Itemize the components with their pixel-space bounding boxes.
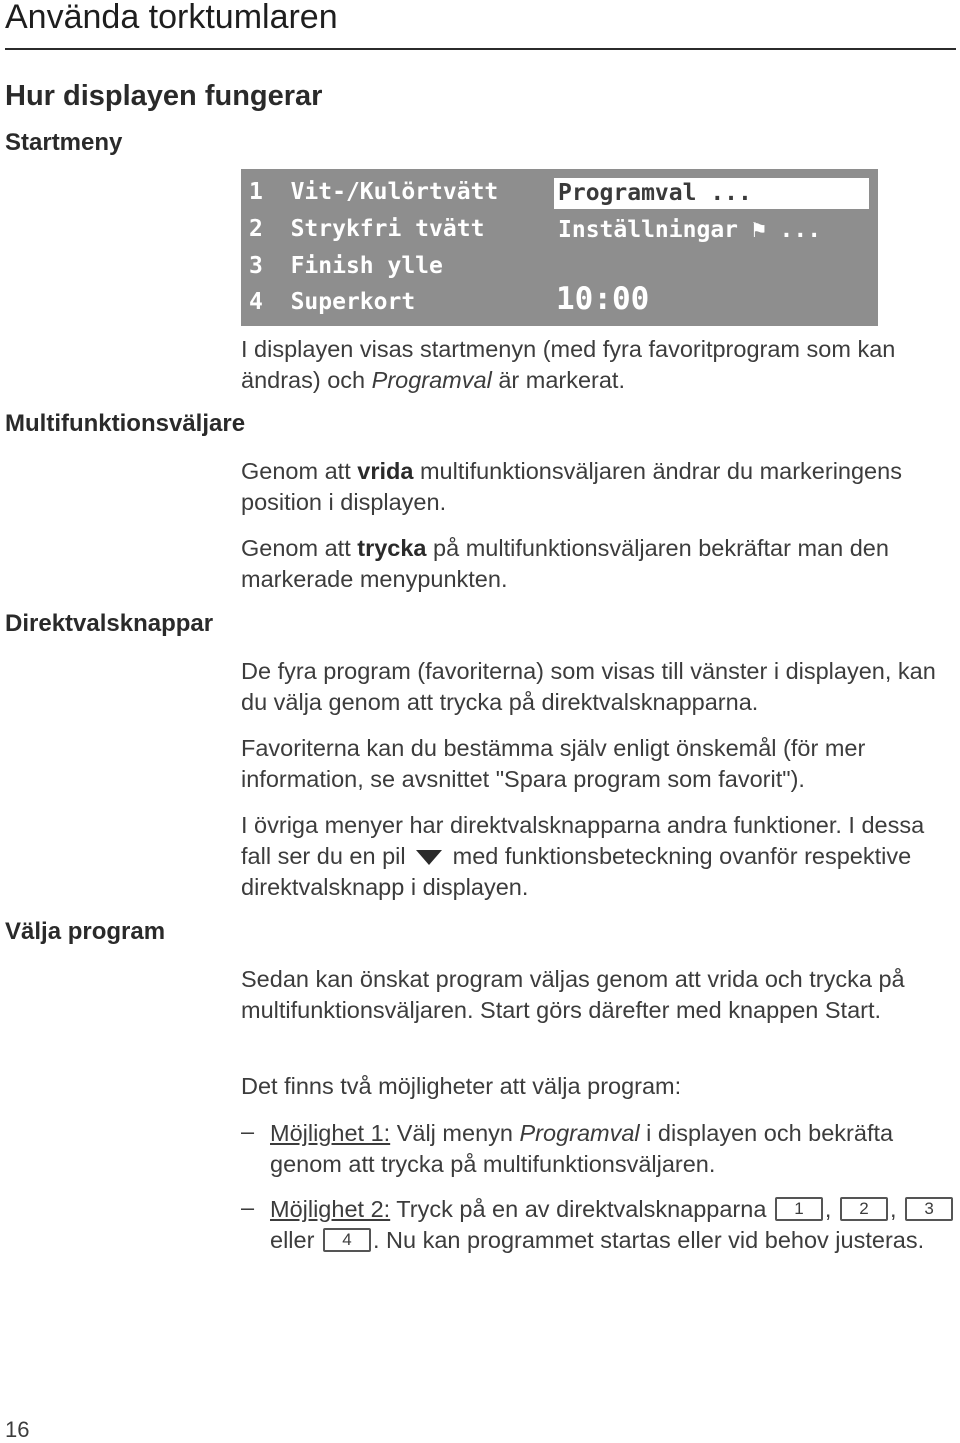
page-title: Använda torktumlaren (5, 0, 338, 36)
key-4-icon: 4 (323, 1228, 371, 1252)
list-bullet: – (241, 1118, 255, 1144)
sidebar-heading-startmeny: Startmeny (5, 129, 123, 156)
display-favorite-2: 2 Strykfri tvätt (249, 216, 485, 242)
sidebar-heading-direktval: Direktvalsknappar (5, 610, 214, 637)
display-screen (241, 169, 878, 326)
key-2-icon: 2 (840, 1197, 888, 1221)
title-divider (5, 48, 956, 50)
paragraph-valja: Sedan kan önskat program väljas genom att vrida och trycka på multifunktionsväljaren. Start görs därefter med knappen Start. (241, 966, 905, 1023)
page-number: 16 (5, 1417, 30, 1442)
paragraph-vrida: Genom att vrida multifunktionsväljaren ändrar du markeringens position i displayen. (241, 458, 902, 515)
list-bullet: – (241, 1194, 255, 1220)
sidebar-heading-valja-program: Välja program (5, 918, 166, 945)
paragraph-trycka: Genom att trycka på multifunktionsväljaren bekräftar man den markerade menypunkten. (241, 535, 889, 592)
list-item-mojlighet-1: Möjlighet 1: Välj menyn Programval i displayen och bekräfta genom att trycka på multifunktionsväljaren. (270, 1120, 894, 1177)
arrow-down-icon (416, 850, 442, 865)
paragraph-startmeny: I displayen visas startmenyn (med fyra favoritprogram som kan ändras) och Programval är markerat. (241, 336, 896, 393)
paragraph-favoriter-info: Favoriterna kan du bestämma själv enligt önskemål (för mer information, se avsnittet "Spara program som favorit"). (241, 735, 866, 792)
key-1-icon: 1 (775, 1197, 823, 1221)
key-3-icon: 3 (905, 1197, 953, 1221)
list-item-mojlighet-2: Möjlighet 2: Tryck på en av direktvalsknapparna 1 , 2 , 3 eller 4 . Nu kan programmet startas eller vid behov justeras. (270, 1194, 956, 1256)
display-time: 10:00 (556, 281, 650, 317)
display-menu-programval: Programval ... (554, 178, 869, 209)
display-favorite-4: 4 Superkort (249, 289, 416, 315)
display-favorite-3: 3 Finish ylle (249, 253, 443, 279)
sidebar-heading-multifunktion: Multifunktionsväljare (5, 410, 246, 437)
paragraph-ovriga-menyer: I övriga menyer har direktvalsknapparna andra funktioner. I dessa fall ser du en pil med funktionsbeteckning ovanför respektive direktvalsknapp i displayen. (241, 812, 925, 900)
section-heading: Hur displayen fungerar (5, 80, 323, 112)
display-menu-installningar: Inställningar ⚑ ... (558, 217, 822, 243)
paragraph-favoriter: De fyra program (favoriterna) som visas till vänster i displayen, kan du välja genom att trycka på direktvalsknapparna. (241, 658, 936, 715)
display-favorite-1: 1 Vit-/Kulörtvätt (249, 179, 499, 205)
paragraph-mojligheter: Det finns två möjligheter att välja program: (241, 1073, 682, 1099)
